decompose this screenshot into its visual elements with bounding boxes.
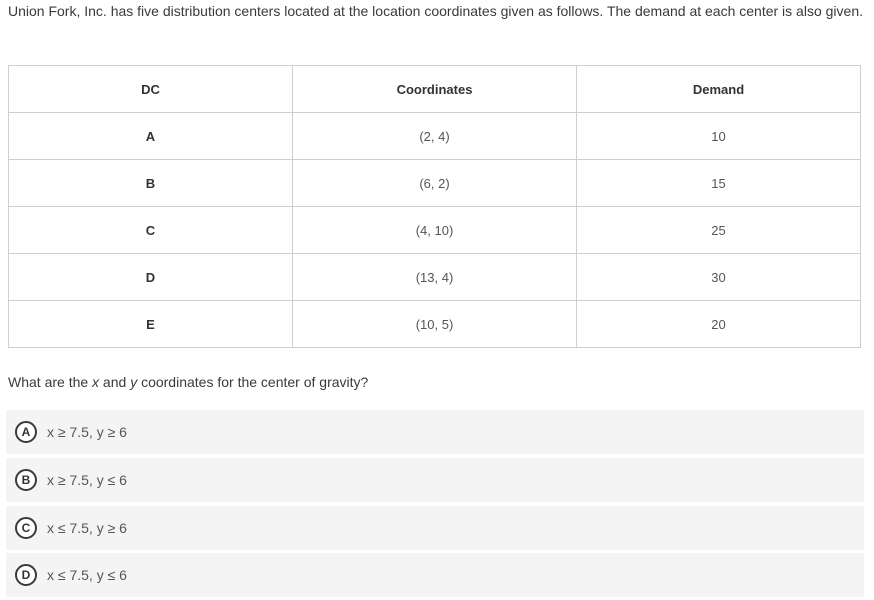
dc-cell: B [9,160,293,207]
question-mid: and [99,374,131,390]
option-letter-badge: D [15,564,37,586]
coordinates-cell: (10, 5) [293,301,577,348]
table-row [9,301,861,348]
answer-option-b[interactable] [6,458,864,502]
question-prefix: What are the [8,374,93,390]
dc-cell: C [9,207,293,254]
coordinates-cell: (6, 2) [293,160,577,207]
option-text: x ≥ 7.5, y ≤ 6 [47,472,127,488]
coordinates-cell: (4, 10) [293,207,577,254]
table-row [9,207,861,254]
question-suffix: coordinates for the center of gravity? [137,374,369,390]
option-text: x ≤ 7.5, y ≤ 6 [47,567,127,583]
dc-cell: A [9,113,293,160]
header-coordinates: Coordinates [293,66,577,113]
option-text: x ≥ 7.5, y ≥ 6 [47,424,127,440]
demand-cell: 20 [577,301,861,348]
option-letter-badge: B [15,469,37,491]
demand-cell: 15 [577,160,861,207]
header-demand: Demand [577,66,861,113]
demand-cell: 10 [577,113,861,160]
option-letter-badge: C [15,517,37,539]
coordinates-cell: (2, 4) [293,113,577,160]
table-row [9,113,861,160]
demand-cell: 30 [577,254,861,301]
table-header-row [9,66,861,113]
answer-option-a[interactable] [6,410,864,454]
answer-option-c[interactable] [6,506,864,550]
header-dc: DC [9,66,293,113]
dc-cell: E [9,301,293,348]
table-row [9,254,861,301]
demand-cell: 25 [577,207,861,254]
question-var-y: y [130,374,138,390]
question-var-x: x [92,374,100,390]
answer-option-d[interactable] [6,553,864,597]
table-row [9,160,861,207]
distribution-center-table [8,65,861,348]
coordinates-cell: (13, 4) [293,254,577,301]
question-text [8,374,368,390]
problem-intro: Union Fork, Inc. has five distribution centers located at the location coordinates given as follows. The demand at each center is also given. [8,3,863,19]
option-letter-badge: A [15,421,37,443]
dc-cell: D [9,254,293,301]
option-text: x ≤ 7.5, y ≥ 6 [47,520,127,536]
